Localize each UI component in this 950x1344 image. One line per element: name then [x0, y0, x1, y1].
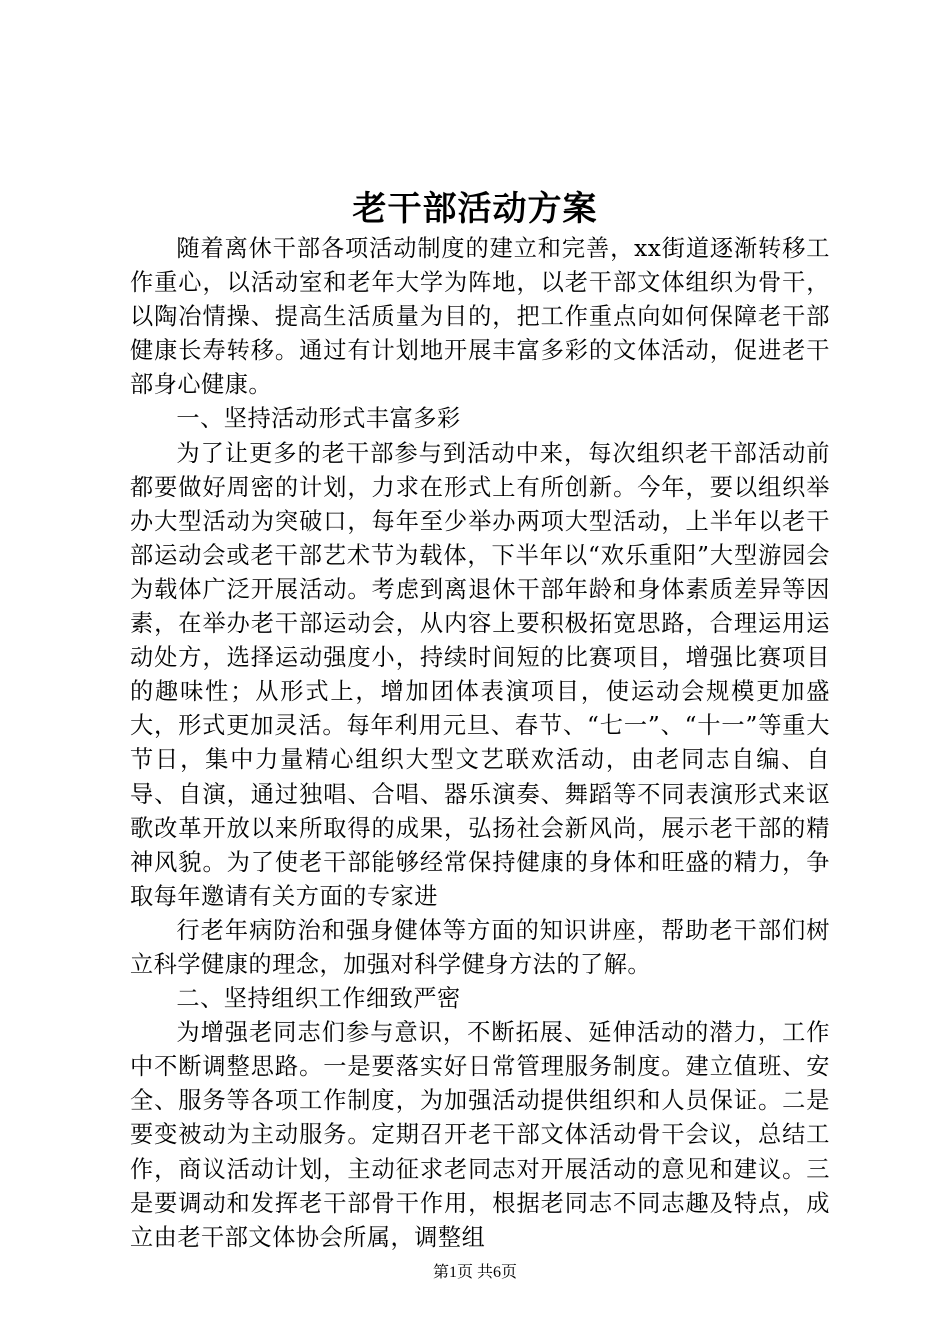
section-1-paragraph: 为了让更多的老干部参与到活动中来，每次组织老干部活动前都要做好周密的计划，力求在形式上有所创新。今年，要以组织举办大型活动为突破口，每年至少举办两项大型活动，上半年以老干部运动会或老干部艺术节为载体，下半年以“欢乐重阳”大型游园会为载体广泛开展活动。考虑到离退休干部年龄和身体素质差异等因素，在举办老干部运动会，从内容上要积极拓宽思路，合理运用运动处方，选择运动强度小，持续时间短的比赛项目，增强比赛项目的趣味性；从形式上，增加团体表演项目，使运动会规模更加盛大，形式更加灵活。每年利用元旦、春节、“七一”、“十一”等重大节日，集中力量精心组织大型文艺联欢活动，由老同志自编、自导、自演，通过独唱、合唱、器乐演奏、舞蹈等不同表演形式来讴歌改革开放以来所取得的成果，弘扬社会新风尚，展示老干部的精神风貌。为了使老干部能够经常保持健康的身体和旺盛的精力，争取每年邀请有关方面的专家进	[130, 439, 830, 910]
page-footer: 第1页 共6页	[432, 1264, 517, 1281]
section-2-paragraph: 为增强老同志们参与意识，不断拓展、延伸活动的潜力，工作中不断调整思路。一是要落实好日常管理服务制度。建立值班、安全、服务等各项工作制度，为加强活动提供组织和人员保证。二是要变被动为主动服务。定期召开老干部文体活动骨干会议，总结工作，商议活动计划，主动征求老同志对开展活动的意见和建议。三是要调动和发挥老干部骨干作用，根据老同志不同志趣及特点，成立由老干部文体协会所属，调整组	[130, 1019, 830, 1251]
document-body	[130, 232, 830, 1255]
section-heading-1: 一、坚持活动形式丰富多彩	[176, 405, 461, 433]
section-heading-2: 二、坚持组织工作细致严密	[176, 985, 461, 1013]
section-1-paragraph-continued: 行老年病防治和强身健体等方面的知识讲座，帮助老干部们树立科学健康的理念，加强对科学健身方法的了解。	[130, 916, 830, 978]
intro-paragraph: 随着离休干部各项活动制度的建立和完善，xx街道逐渐转移工作重心，以活动室和老年大学为阵地，以老干部文体组织为骨干，以陶冶情操、提高生活质量为目的，把工作重点向如何保障老干部健康长寿转移。通过有计划地开展丰富多彩的文体活动，促进老干部身心健康。	[130, 235, 830, 399]
document-title: 老干部活动方案	[352, 189, 598, 229]
